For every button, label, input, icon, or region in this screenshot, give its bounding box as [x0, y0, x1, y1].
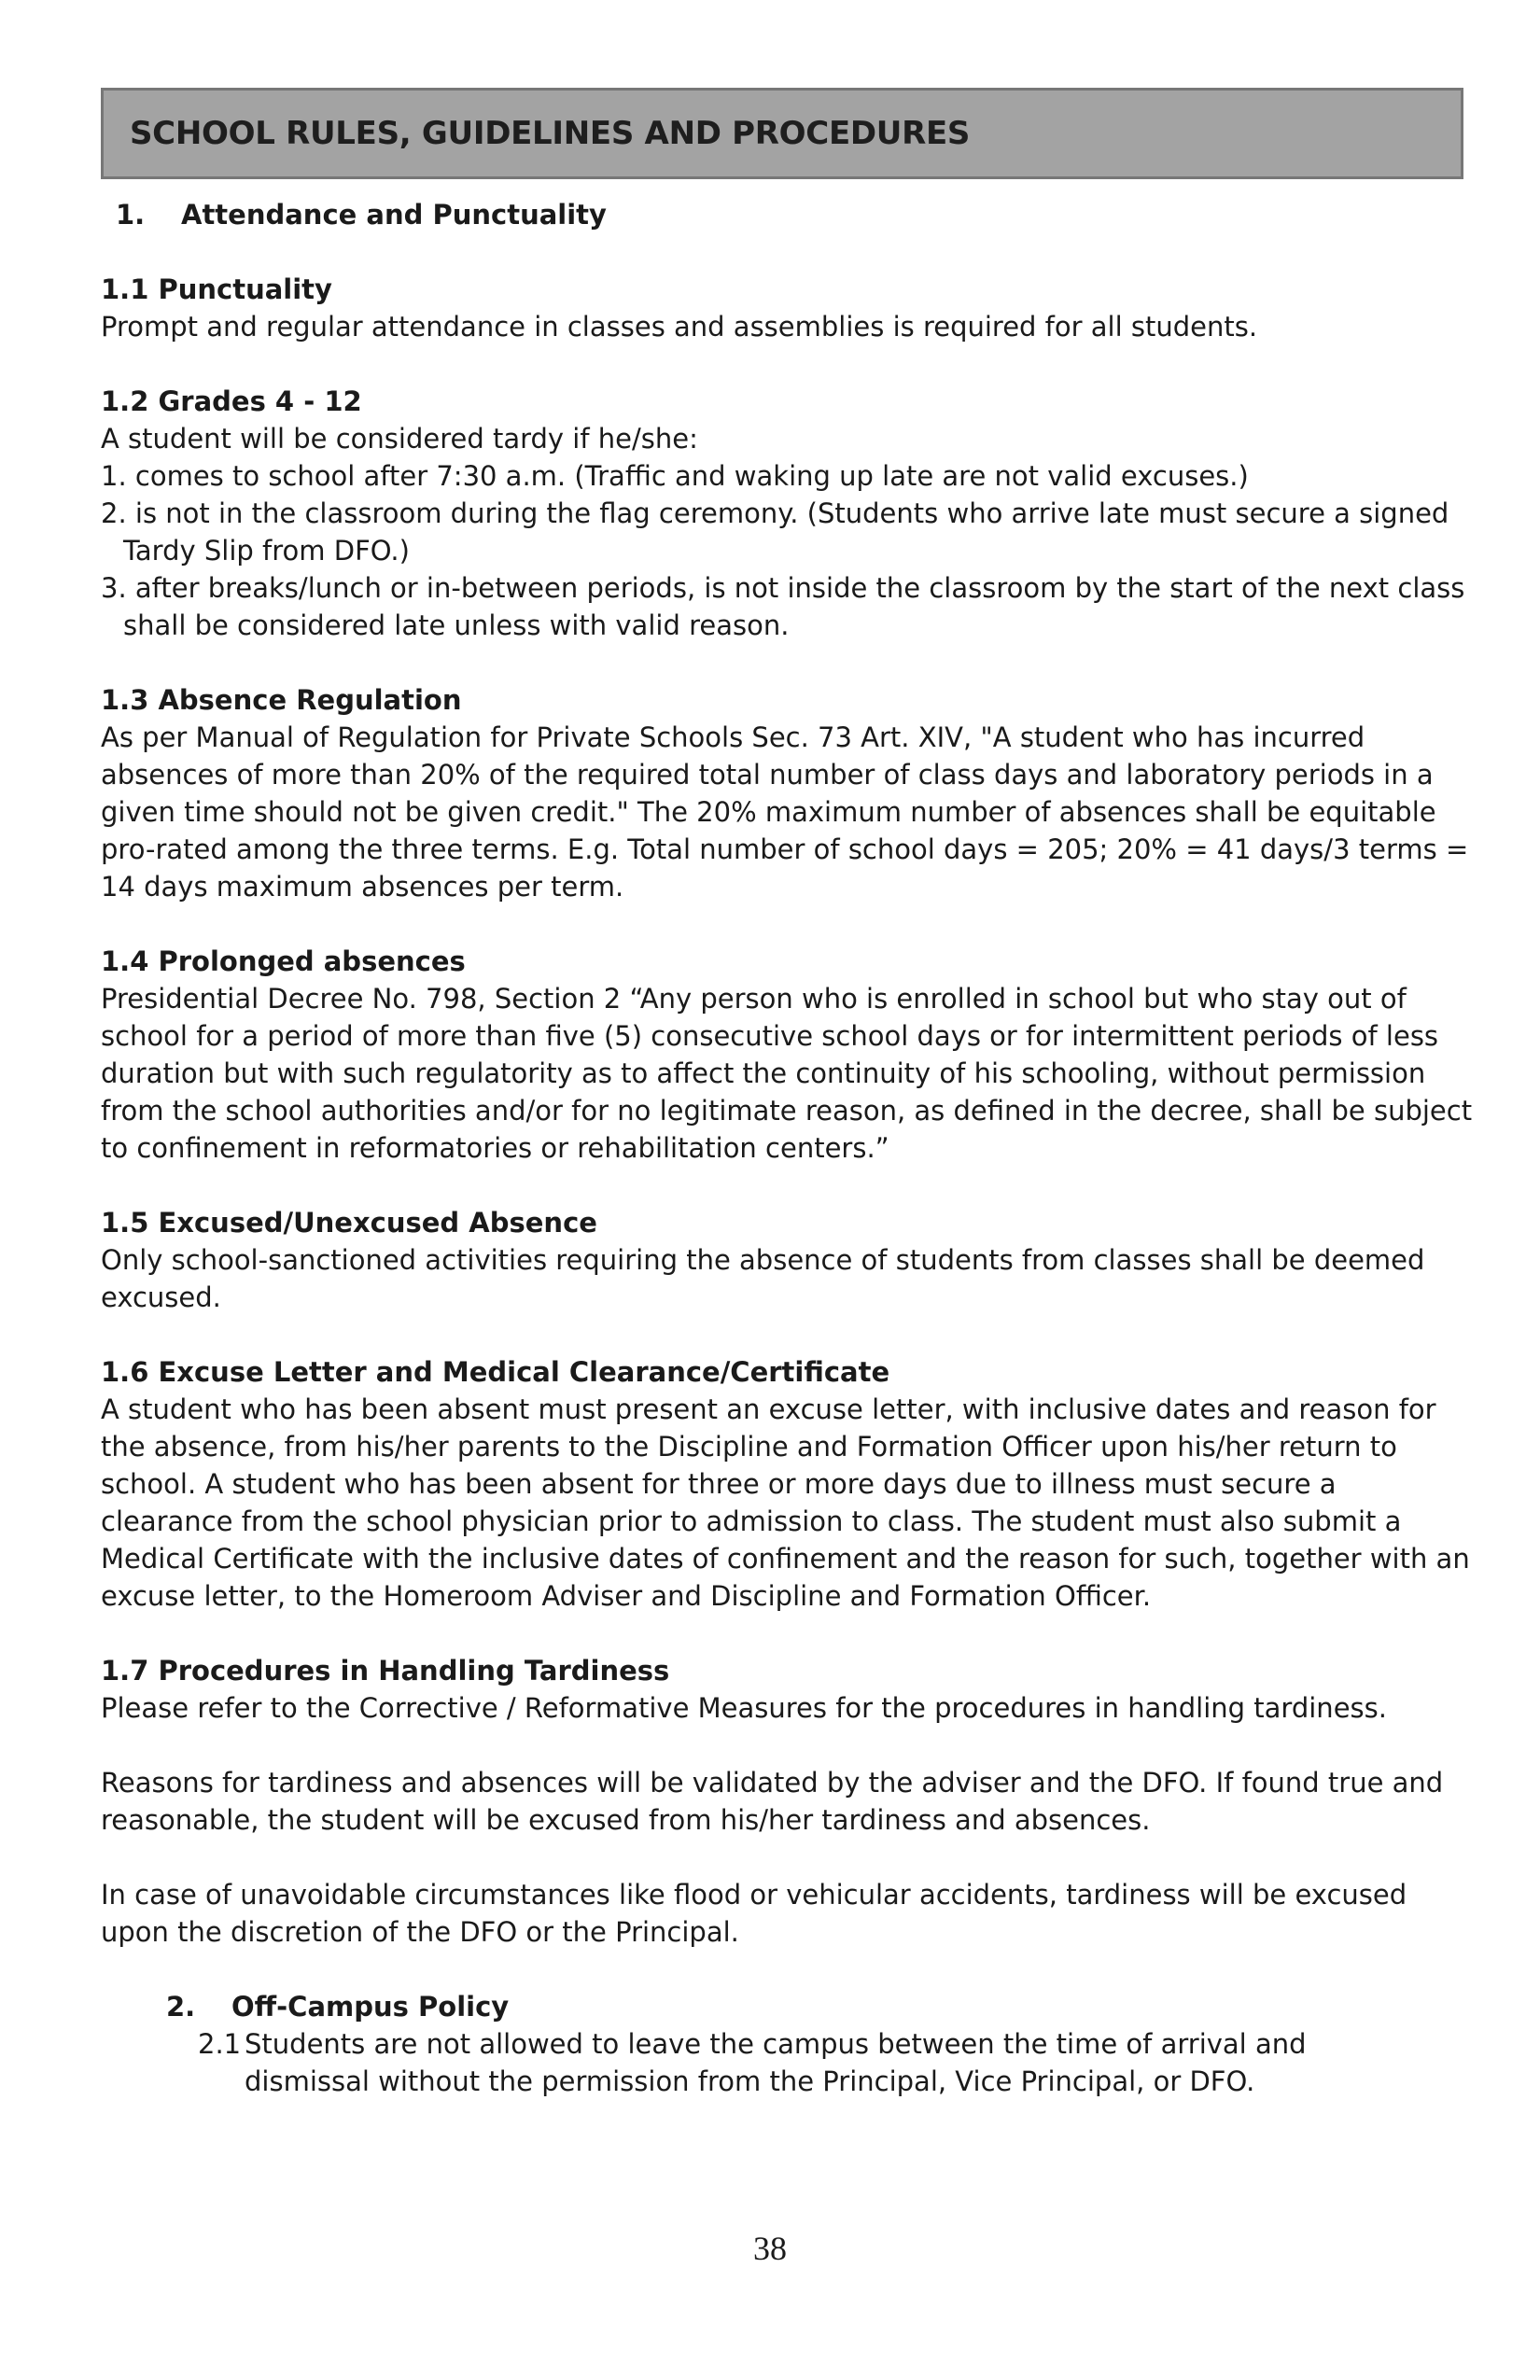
document-body	[101, 196, 1473, 2100]
subsection-1-3	[101, 681, 1473, 905]
subsection-body: Presidential Decree No. 798, Section 2 “Any person who is enrolled in school but who stay out of school for a period of more than five (5) consecutive school days or for intermittent periods of less duration but with such regulatority as to affect the continuity of his schooling, without permission from the school authorities and/or for no legitimate reason, as defined in the decree, shall be subject to confinement in reformatories or rehabilitation centers.”	[101, 983, 1473, 1164]
subsection-body: As per Manual of Regulation for Private Schools Sec. 73 Art. XIV, "A student who has incurred absences of more than 20% of the required total number of class days and laboratory periods in a given time should not be given credit." The 20% maximum number of absences shall be equitable pro-rated among the three terms. E.g. Total number of school days = 205; 20% = 41 days/3 terms = 14 days maximum absences per term.	[101, 721, 1469, 903]
subsection-1-6	[101, 1353, 1473, 1615]
subsection-title: 1.1 Punctuality	[101, 273, 332, 305]
subsection-body: Please refer to the Corrective / Reformative Measures for the procedures in handling tardiness.	[101, 1692, 1387, 1724]
list-item: 2. is not in the classroom during the flag ceremony. (Students who arrive late must secure a signed Tardy Slip from DFO.)	[101, 497, 1449, 567]
subsection-title: 1.7 Procedures in Handling Tardiness	[101, 1655, 670, 1687]
subsection-1-1	[101, 271, 1473, 345]
subsection-body: Only school-sanctioned activities requiring the absence of students from classes shall be deemed excused.	[101, 1244, 1425, 1313]
section-1-number: 1.	[116, 199, 146, 231]
subsection-title: 1.3 Absence Regulation	[101, 684, 462, 716]
subsection-title: 1.6 Excuse Letter and Medical Clearance/Certificate	[101, 1356, 890, 1388]
list-item: 3. after breaks/lunch or in-between periods, is not inside the classroom by the start of the next class shall be considered late unless with valid reason.	[101, 572, 1465, 641]
list-item-2-1	[198, 2025, 1473, 2100]
list-item: 1. comes to school after 7:30 a.m. (Traffic and waking up late are not valid excuses.)	[101, 460, 1249, 492]
subsection-body: Prompt and regular attendance in classes and assemblies is required for all students.	[101, 311, 1258, 343]
section-banner	[101, 88, 1463, 179]
item-text: Students are not allowed to leave the campus between the time of arrival and dismissal without the permission from the Principal, Vice Principal, or DFO.	[245, 2028, 1307, 2097]
section-2-title: Off-Campus Policy	[231, 1991, 510, 2023]
subsection-1-2	[101, 383, 1473, 644]
page-number: 38	[753, 2230, 787, 2267]
subsection-intro: A student will be considered tardy if he/she:	[101, 423, 698, 455]
subsection-1-4	[101, 943, 1473, 1167]
section-2-heading	[166, 1988, 1473, 2025]
section-1-heading	[116, 196, 1473, 233]
subsection-title: 1.2 Grades 4 - 12	[101, 385, 362, 417]
subsection-1-7	[101, 1652, 1473, 1727]
paragraph-validation: Reasons for tardiness and absences will be validated by the adviser and the DFO. If found true and reasonable, the student will be excused from his/her tardiness and absences.	[101, 1767, 1444, 1836]
section-2-number: 2.	[166, 1991, 196, 2023]
section-1-title: Attendance and Punctuality	[181, 199, 607, 231]
page-title: SCHOOL RULES, GUIDELINES AND PROCEDURES	[130, 115, 971, 152]
subsection-body: A student who has been absent must present an excuse letter, with inclusive dates and reason for the absence, from his/her parents to the Discipline and Formation Officer upon his/her return to school. A student who has been absent for three or more days due to illness must secure a clearance from the school physician prior to admission to class. The student must also submit a Medical Certificate with the inclusive dates of confinement and the reason for such, together with an excuse letter, to the Homeroom Adviser and Discipline and Formation Officer.	[101, 1393, 1470, 1612]
item-number: 2.1	[198, 2028, 242, 2060]
subsection-title: 1.4 Prolonged absences	[101, 945, 466, 977]
paragraph-unavoidable-circumstances: In case of unavoidable circumstances like flood or vehicular accidents, tardiness will be excused upon the discretion of the DFO or the Principal.	[101, 1879, 1407, 1948]
subsection-title: 1.5 Excused/Unexcused Absence	[101, 1207, 597, 1239]
subsection-1-5	[101, 1204, 1473, 1316]
